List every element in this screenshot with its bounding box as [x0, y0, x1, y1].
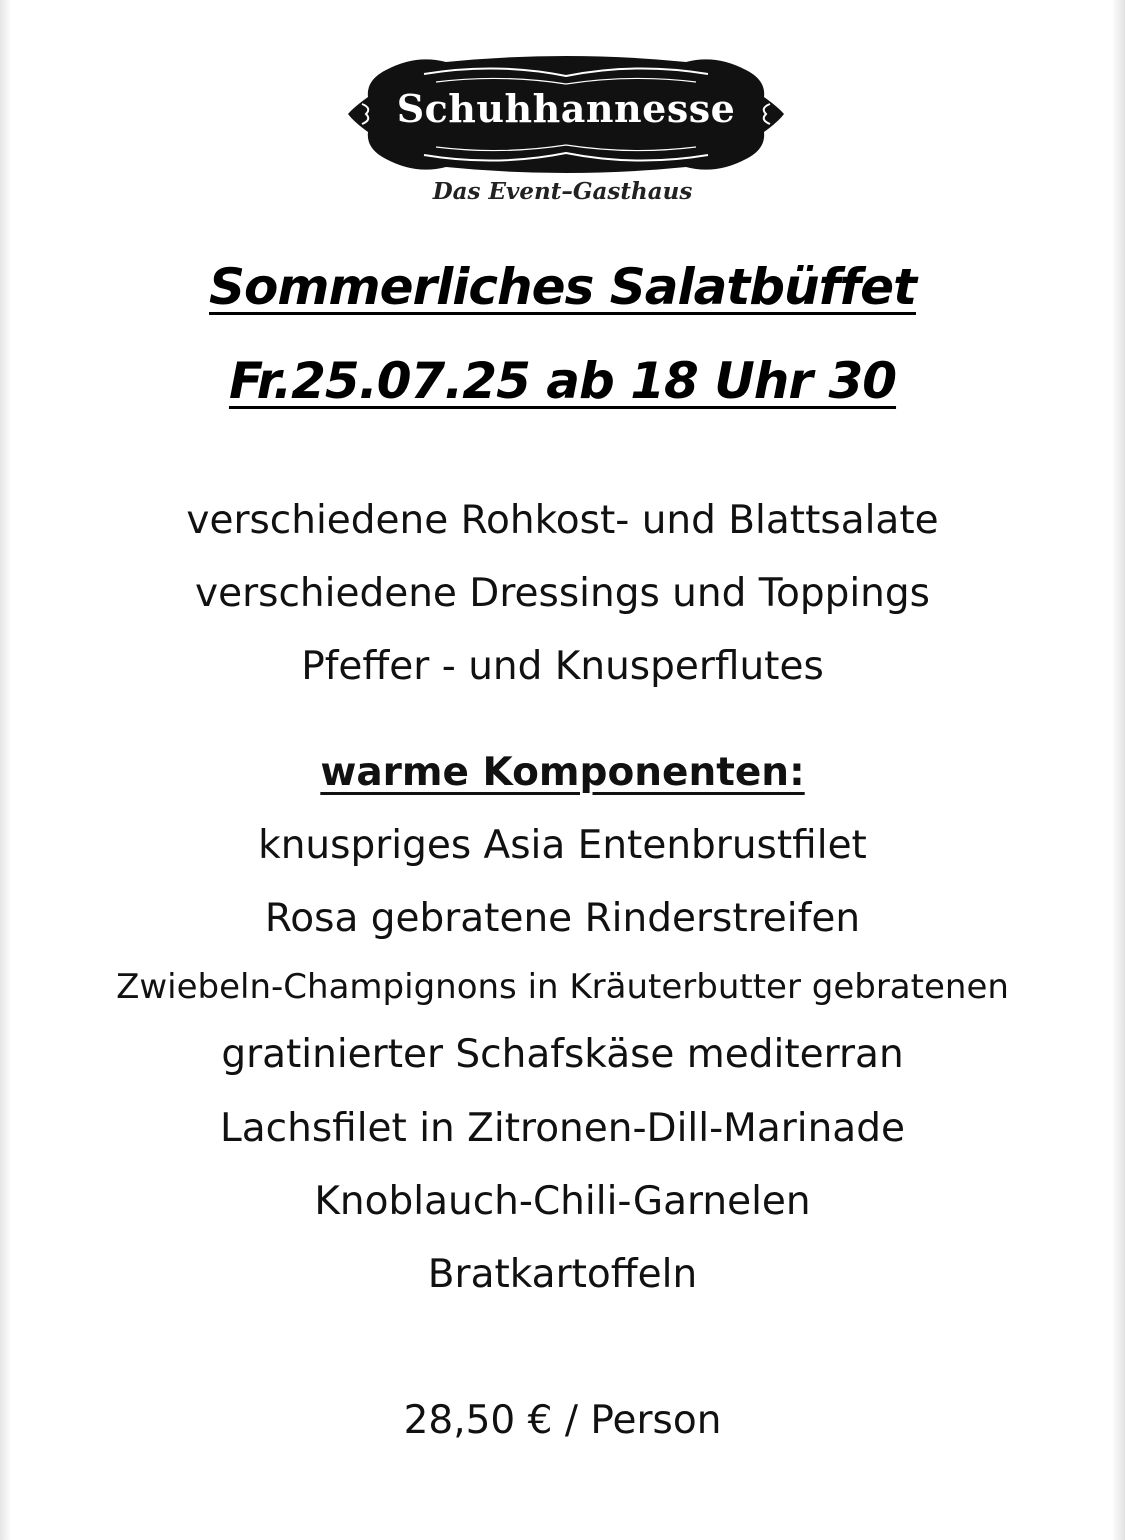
warm-heading: warme Komponenten: — [320, 750, 805, 795]
logo-name: Schuhhannesse — [396, 86, 736, 131]
logo-badge — [346, 52, 786, 177]
event-title: Sommerliches Salatbüffet — [209, 258, 916, 316]
warm-item: gratinierter Schafskäse mediterran — [221, 1032, 904, 1077]
warm-item: Rosa gebratene Rinderstreifen — [264, 896, 861, 941]
price: 28,50 € / Person — [403, 1398, 722, 1443]
event-date: Fr.25.07.25 ab 18 Uhr 30 — [228, 352, 897, 410]
salad-item: Pfeffer - und Knusperflutes — [301, 644, 824, 689]
warm-item: Bratkartoffeln — [427, 1252, 698, 1297]
warm-item: Zwiebeln-Champignons in Kräuterbutter gebratenen — [116, 967, 1009, 1007]
warm-item: Knoblauch-Chili-Garnelen — [314, 1179, 811, 1224]
warm-item: Lachsfilet in Zitronen-Dill-Marinade — [220, 1106, 905, 1151]
salad-item: verschiedene Rohkost- und Blattsalate — [186, 498, 939, 543]
salad-item: verschiedene Dressings und Toppings — [195, 571, 930, 616]
warm-item: knuspriges Asia Entenbrustfilet — [258, 823, 867, 868]
logo-tagline: Das Event–Gasthaus — [432, 178, 693, 205]
